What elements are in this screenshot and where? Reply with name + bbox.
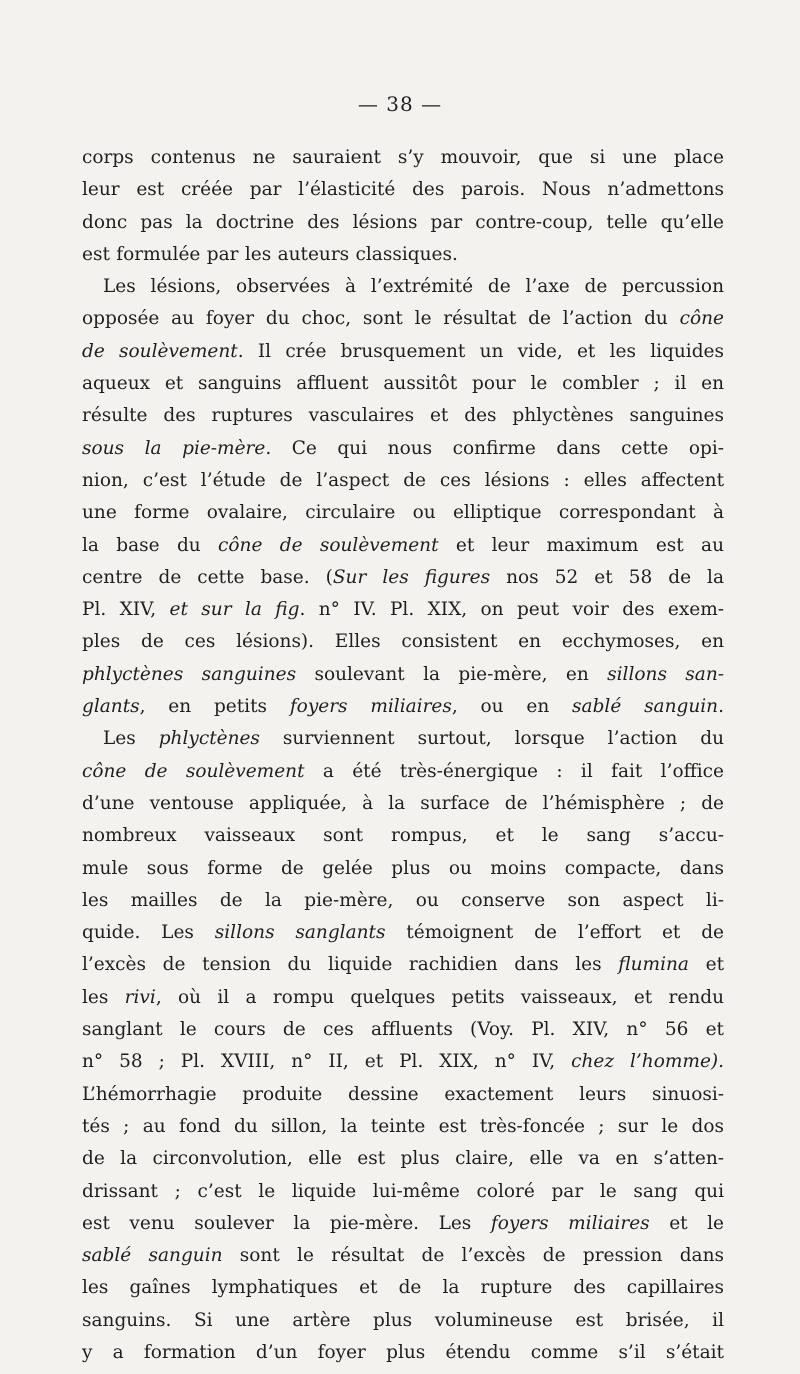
text-line xyxy=(82,303,724,335)
text-run: . Il crée brusquement un vide, et les liquides xyxy=(237,340,724,362)
text-line xyxy=(82,885,724,917)
text-run: donc pas la doctrine des lésions par contre-coup, telle qu’elle xyxy=(82,211,724,233)
text-line xyxy=(82,982,724,1014)
italic-text: phlyctènes sanguines xyxy=(82,663,297,685)
text-line xyxy=(82,142,724,174)
page-number: — 38 — xyxy=(357,92,443,116)
text-line xyxy=(82,207,724,239)
text-run: Les xyxy=(103,728,159,750)
text-line xyxy=(82,1111,724,1143)
text-line xyxy=(82,530,724,562)
text-line xyxy=(82,174,724,206)
italic-text: sillons san- xyxy=(607,663,724,685)
text-line xyxy=(82,1337,724,1369)
text-run: centre de cette base. ( xyxy=(82,566,333,588)
text-line xyxy=(82,917,724,949)
text-run: est venu soulever la pie-mère. Les xyxy=(82,1212,491,1234)
text-line xyxy=(82,1143,724,1175)
text-run: est formulée par les auteurs classiques. xyxy=(82,243,458,265)
text-run: n° 58 ; Pl. XVIII, n° II, et Pl. XIX, n° IV, xyxy=(82,1051,572,1073)
text-line xyxy=(82,497,724,529)
text-run: les xyxy=(82,986,125,1008)
text-line xyxy=(82,1305,724,1337)
text-run: quide. Les xyxy=(82,922,215,944)
text-run: et leur maximum est au xyxy=(438,534,724,556)
italic-text: phlyctènes xyxy=(158,728,260,750)
italic-text: flumina xyxy=(618,954,689,976)
body-text xyxy=(82,142,724,1369)
text-line xyxy=(82,1208,724,1240)
text-run: une forme ovalaire, circulaire ou elliptique correspondant à xyxy=(82,502,724,524)
text-line xyxy=(82,594,724,626)
italic-text: sablé sanguin xyxy=(572,696,719,718)
text-line xyxy=(82,400,724,432)
text-line xyxy=(82,1240,724,1272)
text-line xyxy=(82,1079,724,1111)
text-run: . Ce qui nous confirme dans cette opi- xyxy=(265,437,724,459)
text-run: leur est créée par l’élasticité des parois. Nous n’admettons xyxy=(82,179,724,201)
text-run: . xyxy=(718,696,724,718)
italic-text: cône xyxy=(679,308,724,330)
text-run: corps contenus ne sauraient s’y mouvoir, que si une place xyxy=(82,147,724,168)
text-run: et le xyxy=(649,1212,724,1234)
text-run: y a formation d’un foyer plus étendu comme s’il s’était xyxy=(82,1341,724,1363)
text-run: . n° IV. Pl. XIX, on peut voir des exem- xyxy=(299,599,724,621)
text-line xyxy=(82,336,724,368)
text-line xyxy=(82,1272,724,1304)
italic-text: rivi xyxy=(124,986,156,1008)
text-line xyxy=(82,1176,724,1208)
text-run: d’une ventouse appliquée, à la surface de l’hémisphère ; de xyxy=(82,792,724,814)
text-run: soulevant la pie-mère, en xyxy=(296,663,608,685)
text-run: l’excès de tension du liquide rachidien dans les xyxy=(82,954,619,976)
text-run: ples de ces lésions). Elles consistent en ecchymoses, en xyxy=(82,631,724,653)
italic-text: foyers miliaires xyxy=(289,696,452,718)
text-line xyxy=(82,1046,724,1078)
text-line xyxy=(82,691,724,723)
text-line xyxy=(82,368,724,400)
italic-text: cône de soulèvement xyxy=(82,760,305,782)
text-line xyxy=(82,659,724,691)
text-run: , ou en xyxy=(451,696,573,718)
text-run: nombreux vaisseaux sont rompus, et le sang s’accu- xyxy=(82,825,724,847)
text-run: sont le résultat de l’excès de pression dans xyxy=(222,1245,724,1267)
text-line xyxy=(82,756,724,788)
text-line xyxy=(82,433,724,465)
text-run: a été très-énergique : il fait l’office xyxy=(304,760,724,782)
text-run: et xyxy=(688,954,725,976)
text-run: de la circonvolution, elle est plus claire, elle va en s’atten- xyxy=(82,1148,724,1170)
text-run: résulte des ruptures vasculaires et des phlyctènes sanguines xyxy=(82,405,724,427)
text-line xyxy=(82,723,724,755)
italic-text: sablé sanguin xyxy=(82,1245,223,1267)
text-line xyxy=(82,239,724,271)
italic-text: de soulèvement xyxy=(82,340,238,362)
text-run: mule sous forme de gelée plus ou moins compacte, dans xyxy=(82,857,724,879)
text-line xyxy=(82,562,724,594)
italic-text: foyers miliaires xyxy=(490,1212,650,1234)
text-line xyxy=(82,853,724,885)
text-run: témoignent de l’effort et de xyxy=(385,922,724,944)
text-run: drissant ; c’est le liquide lui-même coloré par le sang qui xyxy=(82,1180,724,1202)
text-line xyxy=(82,788,724,820)
text-line xyxy=(82,820,724,852)
text-run: Les lésions, observées à l’extrémité de l’axe de percussion xyxy=(103,276,724,298)
text-run: L’hémorrhagie produite dessine exactement leurs sinuosi- xyxy=(82,1083,724,1105)
text-run: les gaînes lymphatiques et de la rupture des capillaires xyxy=(82,1277,724,1299)
text-run: aqueux et sanguins affluent aussitôt pour le combler ; il en xyxy=(82,373,724,395)
text-run: tés ; au fond du sillon, la teinte est très-foncée ; sur le dos xyxy=(82,1115,724,1137)
italic-text: et sur la fig xyxy=(169,599,300,621)
text-run: sanguins. Si une artère plus volumineuse est brisée, il xyxy=(82,1309,724,1331)
text-run: la base du xyxy=(82,534,219,556)
text-run: sanglant le cours de ces affluents (Voy. Pl. XIV, n° 56 et xyxy=(82,1019,724,1041)
italic-text: glants xyxy=(82,696,140,718)
text-line xyxy=(82,626,724,658)
italic-text: Sur les figures xyxy=(332,566,491,588)
italic-text: sillons sanglants xyxy=(214,922,386,944)
italic-text: chez l’homme). xyxy=(571,1051,724,1073)
text-run: nion, c’est l’étude de l’aspect de ces lésions : elles affectent xyxy=(82,469,724,491)
text-line xyxy=(82,949,724,981)
text-run: , où il a rompu quelques petits vaisseaux, et rendu xyxy=(155,986,724,1008)
text-run: surviennent surtout, lorsque l’action du xyxy=(259,728,724,750)
text-run: opposée au foyer du choc, sont le résultat de l’action du xyxy=(82,308,680,330)
text-line xyxy=(82,465,724,497)
italic-text: sous la pie-mère xyxy=(82,437,266,459)
italic-text: cône de soulèvement xyxy=(218,534,439,556)
text-line xyxy=(82,1014,724,1046)
text-run: nos 52 et 58 de la xyxy=(490,566,724,588)
text-run: les mailles de la pie-mère, ou conserve son aspect li- xyxy=(82,889,724,911)
text-run: Pl. XIV, xyxy=(82,599,170,621)
text-run: , en petits xyxy=(139,696,290,718)
text-line xyxy=(82,271,724,303)
